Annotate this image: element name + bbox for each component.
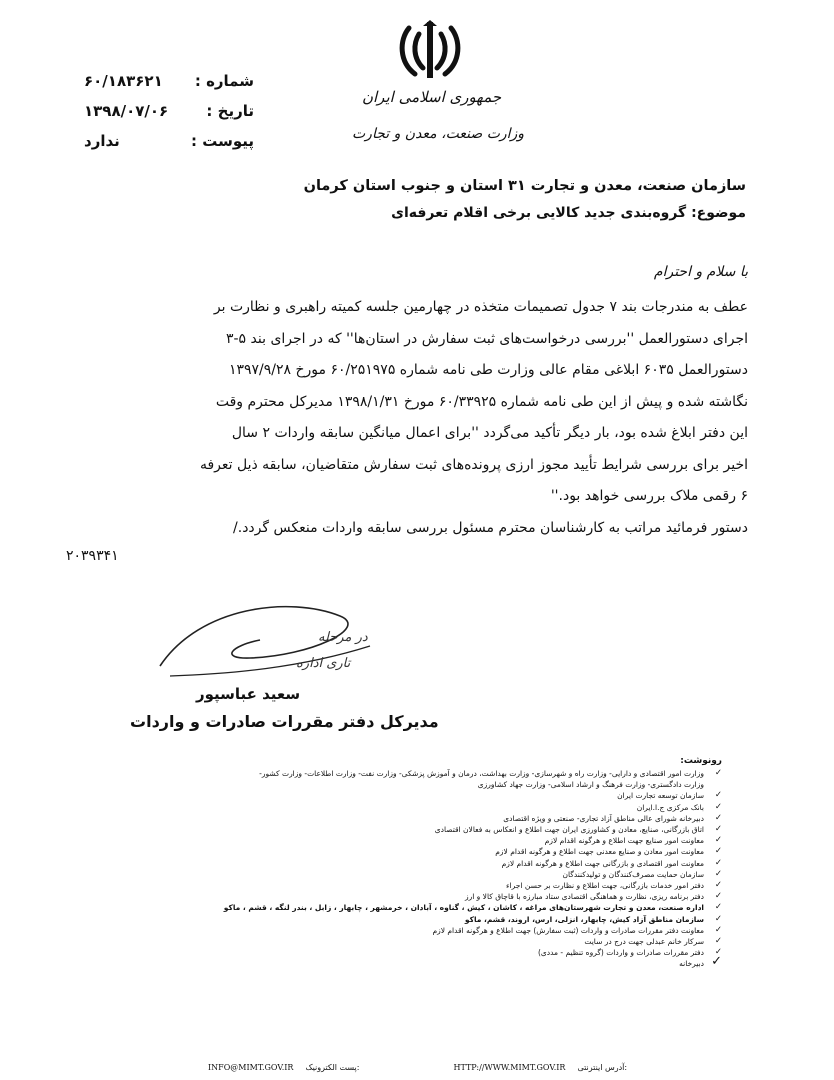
signer-title: مدیرکل دفتر مقررات صادرات و واردات <box>130 712 439 731</box>
signer-name: سعید عباسپور <box>196 685 301 703</box>
cc-item: ✓ اتاق بازرگانی، صنایع، معادن و کشاورزی ایران جهت اطلاع و انعکاس به فعالان اقتصادی <box>434 824 722 835</box>
checkmark-icon: ✓ <box>714 936 722 947</box>
body-line: این دفتر ابلاغ شده بود، بار دیگر تأکید می‌گردد ''برای اعمال میانگین سابقه واردات ۲ سال <box>231 425 748 441</box>
cc-item: ✓ دبیرخانه شورای عالی مناطق آزاد تجاری- صنعتی و ویژه اقتصادی <box>503 812 722 823</box>
cc-item: ✓ وزارت امور اقتصادی و دارایی- وزارت راه و شهرسازی- وزارت بهداشت، درمان و آموزش پزشکی- وزارت نفت- وزارت اطلاعات- وزارت کشور- <box>259 768 722 778</box>
checkmark-icon: ✓ <box>714 913 722 924</box>
checkmark-icon: ✓ <box>714 880 722 891</box>
number-row <box>84 66 254 96</box>
cc-item: ✓ معاونت امور معادن و صنایع معدنی جهت اطلاع و هرگونه اقدام لازم <box>495 846 722 857</box>
body-line: عطف به مندرجات بند ۷ جدول تصمیمات متخذه در چهارمین جلسه کمیته راهبری و نظارت بر <box>213 299 748 315</box>
checkmark-icon: ✓ <box>714 812 722 823</box>
footer-site[interactable]: HTTP://WWW.MIMT.GOV.IR <box>453 1063 566 1072</box>
cc-list <box>64 768 724 970</box>
cc-item: ✓ معاونت دفتر مقررات صادرات و واردات (ثبت سفارش) جهت اطلاع و هرگونه اقدام لازم <box>432 924 722 935</box>
checkmark-icon: ✓ <box>714 824 722 835</box>
body-line: دستورالعمل ۶۰۳۵ ابلاغی مقام عالی وزارت طی نامه شماره ۶۰/۲۵۱۹۷۵ مورخ ۱۳۹۷/۹/۲۸ <box>228 362 748 378</box>
cc-item: ✓ معاونت امور اقتصادی و بازرگانی جهت اطلاع و هرگونه اقدام لازم <box>501 857 722 868</box>
cc-item: ✓ بانک مرکزی ج.ا.ایران <box>636 801 722 812</box>
checkmark-icon: ✓ <box>714 868 722 879</box>
body-line: اخیر برای بررسی شرایط تأیید مجوز ارزی پرونده‌های ثبت سفارش متقاضیان، سابقه ذیل تعرفه <box>199 456 748 473</box>
body-line: ۶ رقمی ملاک بررسی خواهد بود.'' <box>550 488 748 504</box>
checkmark-icon: ✓ <box>714 902 722 913</box>
letter-body <box>66 292 748 513</box>
attachment-label: پیوست : <box>190 132 254 150</box>
closing-block <box>66 514 748 570</box>
checkmark-icon: ✓ <box>714 801 722 812</box>
date-label: تاریخ : <box>206 102 254 120</box>
checkmark-icon: ✓ <box>714 790 722 801</box>
cc-label: رونوشت: <box>680 756 722 766</box>
checkmark-icon: ✓ <box>711 954 722 970</box>
cc-item: ✓ معاونت امور صنایع جهت اطلاع و هرگونه اقدام لازم <box>544 835 722 846</box>
closing-line: دستور فرمائید مراتب به کارشناسان محترم مسئول بررسی سابقه واردات منعکس گردد./ <box>233 520 748 536</box>
checkmark-icon: ✓ <box>714 891 722 902</box>
handwritten-note: در مرحله <box>318 630 368 645</box>
cc-item: ✓ سازمان توسعه تجارت ایران <box>617 790 722 801</box>
date-row <box>84 96 254 126</box>
body-line: اجرای دستورالعمل ''بررسی درخواست‌های ثبت سفارش در استان‌ها'' که در اجرای بند ۵-۳ <box>225 330 748 347</box>
checkmark-icon: ✓ <box>714 857 722 868</box>
checkmark-icon: ✓ <box>714 768 722 778</box>
republic-title: جمهوری اسلامی ایران <box>362 88 502 106</box>
cc-item: ✓ دفتر امور خدمات بازرگانی، جهت اطلاع و نظارت بر حسن اجراء <box>506 880 722 891</box>
footer <box>208 1063 834 1072</box>
greeting: با سلام و احترام <box>653 264 748 280</box>
cc-item: ✓ دفتر برنامه ریزی، نظارت و هماهنگی اقتصادی ستاد مبارزه با قاچاق کالا و ارز <box>464 891 722 902</box>
cc-item: ✓ سازمان حمایت مصرف‌کنندگان و تولیدکنندگان <box>562 868 722 879</box>
attachment-row <box>84 126 254 156</box>
reference-code: ۲۰۳۹۳۴۱ <box>66 548 119 564</box>
attachment-value: ندارد <box>84 132 120 150</box>
checkmark-icon: ✓ <box>714 846 722 857</box>
cc-item: وزارت دادگستری- وزارت فرهنگ و ارشاد اسلامی- وزارت جهاد کشاورزی <box>477 780 704 790</box>
cc-item: ✓ سازمان مناطق آزاد کیش، چابهار، انزلی، ارس، اروند، قشم، ماکو <box>464 913 722 924</box>
handwritten-note: تاری اداره <box>296 656 351 671</box>
addressee: سازمان صنعت، معدن و تجارت ۳۱ استان و جنوب استان کرمان <box>303 178 746 194</box>
footer-site-label: آدرس اینترنتی: <box>577 1063 628 1072</box>
cc-item: ✓ دبیرخانه <box>679 954 722 970</box>
date-value: ۱۳۹۸/۰۷/۰۶ <box>84 102 169 120</box>
letter-meta <box>84 66 254 156</box>
checkmark-icon: ✓ <box>714 947 722 958</box>
body-line: نگاشته شده و پیش از این طی نامه شماره ۶۰/۳۳۹۲۵ مورخ ۱۳۹۸/۱/۳۱ مدیرکل محترم وقت <box>215 393 748 410</box>
cc-item: ✓ دفتر مقررات صادرات و واردات (گروه تنظیم - مددی) <box>537 947 722 958</box>
checkmark-icon: ✓ <box>714 924 722 935</box>
cc-item: ✓ سرکار خانم عبدلی جهت درج در سایت <box>584 936 722 947</box>
footer-email-label: پست الکترونیک: <box>305 1063 360 1072</box>
checkmark-icon: ✓ <box>714 835 722 846</box>
cc-item: ✓ اداره صنعت، معدن و تجارت شهرستان‌های مراغه ، کاشان ، کیش ، گناوه ، آبادان ، خرمشهر ، چابهار ، زابل ، بندر لنگه ، قشم ، ماکو <box>223 902 722 913</box>
number-value: ۶۰/۱۸۳۶۲۱ <box>84 72 163 90</box>
number-label: شماره : <box>194 72 254 90</box>
iran-emblem-icon <box>395 18 465 84</box>
ministry-title: وزارت صنعت، معدن و تجارت <box>352 126 525 142</box>
footer-email[interactable]: INFO@MIMT.GOV.IR <box>208 1063 294 1072</box>
subject-line: موضوع: گروه‌بندی جدید کالایی برخی اقلام تعرفه‌ای <box>391 205 746 221</box>
